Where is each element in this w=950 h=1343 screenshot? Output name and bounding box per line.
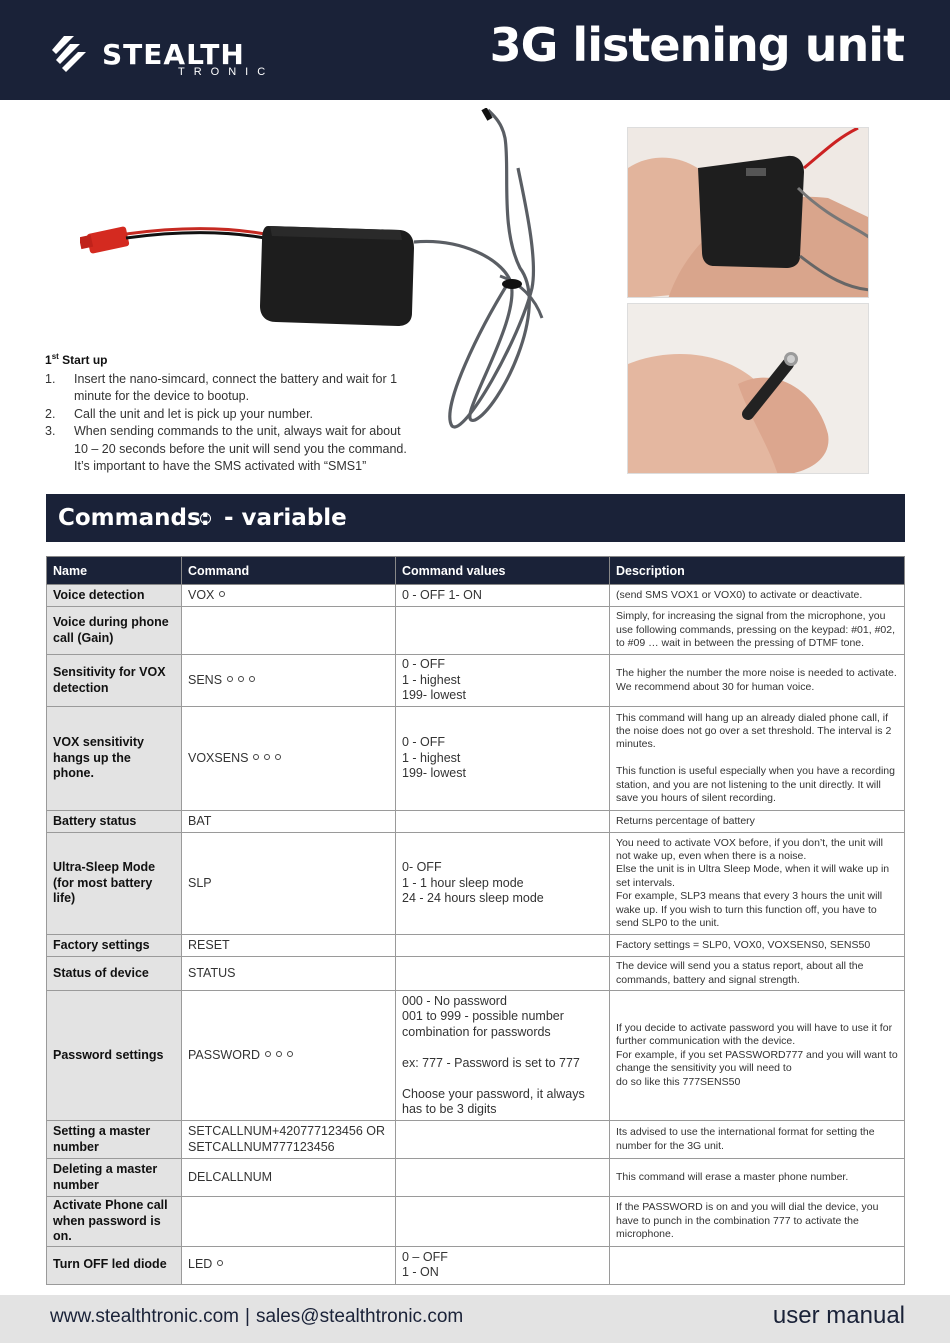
logo-name: STEALTH [102, 38, 245, 71]
row-command-text: DELCALLNUM [188, 1169, 273, 1184]
row-description-text: This command will erase a master phone number. [616, 1170, 849, 1183]
row-description-text: If you decide to activate password you will have to use it for further communication with the device. For example, if you set PASSWORD777 and you will want to change the sensitivity you will need to do so like this 777SENS50 [616, 1021, 898, 1088]
row-command-text: SENS [188, 672, 223, 687]
row-description-text: If the PASSWORD is on and you will dial the device, you have to punch in the combination 777 to activate the microphone. [616, 1201, 879, 1240]
row-description [610, 1246, 905, 1284]
row-command [182, 585, 396, 607]
row-name [47, 1246, 182, 1284]
startup-step [45, 371, 417, 406]
page-header [0, 0, 950, 100]
row-command [182, 1197, 396, 1247]
row-values [396, 655, 610, 707]
row-command [182, 607, 396, 655]
row-description-text: This command will hang up an already dialed phone call, if the noise does not go over a set threshold. The interval is 2 minutes. This function is useful especially when you have a recording station, and you are not listening to the unit directly. It will save you hours of silent recording. [616, 711, 895, 805]
row-command [182, 1121, 396, 1159]
row-command [182, 707, 396, 811]
variable-circle-icon [217, 1260, 223, 1266]
header-command-values: Command values [396, 557, 610, 585]
variable-circle-icon [219, 591, 225, 597]
row-values [396, 957, 610, 991]
row-name-text: Deleting a master number [53, 1162, 158, 1192]
table-row [47, 935, 905, 957]
variable-circle-icon [276, 1051, 282, 1057]
row-description-text: Factory settings = SLP0, VOX0, VOXSENS0, SENS50 [616, 938, 871, 951]
row-description [610, 707, 905, 811]
row-description-text: Simply, for increasing the signal from the microphone, you use following commands, pressing on the keypad: #01, #02, to #09 … wait in between the pressing of DTMF tone. [616, 610, 896, 650]
row-values-text: 0 - OFF 1 - highest 199- lowest [402, 657, 466, 703]
row-description-text: (send SMS VOX1 or VOX0) to activate or deactivate. [616, 588, 863, 601]
row-description [610, 1197, 905, 1247]
page-footer [0, 1295, 950, 1343]
row-command [182, 655, 396, 707]
startup-title: 1st Start up [45, 352, 108, 367]
row-values [396, 607, 610, 655]
email-link[interactable]: sales@stealthtronic.com [255, 1306, 464, 1327]
row-command-text: STATUS [188, 965, 236, 980]
row-name [47, 957, 182, 991]
table-row [47, 811, 905, 833]
row-name-text: Sensitivity for VOX detection [53, 665, 166, 695]
row-name [47, 607, 182, 655]
row-values-text: 000 - No password 001 to 999 - possible number combination for passwords ex: 777 - Password is set to 777 Choose your password, it always has to be 3 digits [402, 993, 585, 1116]
table-row [47, 585, 905, 607]
variable-circle-icon [200, 513, 211, 524]
row-name-text: Voice detection [53, 587, 145, 602]
row-description [610, 833, 905, 935]
row-command-text: BAT [188, 813, 212, 828]
photo-device-in-hand [627, 127, 869, 298]
row-description [610, 935, 905, 957]
row-description-text: The device will send you a status report, about all the commands, battery and signal strength. [616, 960, 864, 986]
row-description [610, 957, 905, 991]
step-number: 2. [45, 406, 56, 421]
variable-circle-icon [249, 676, 255, 682]
variable-circle-icon [253, 754, 259, 760]
user-manual-label: user manual [772, 1302, 905, 1329]
row-values [396, 833, 610, 935]
step-text: When sending commands to the unit, always wait for about 10 – 20 seconds before the unit will send you the command. It’s important to have the SMS activated with “SMS1” [74, 424, 407, 473]
stealthtronic-logo [52, 34, 275, 82]
step-number: 3. [45, 424, 56, 438]
footer-contact [50, 1306, 463, 1328]
website-link[interactable]: www.stealthtronic.com [50, 1306, 240, 1327]
row-command [182, 991, 396, 1121]
row-description-text: The higher the number the more noise is needed to activate. We recommend about 30 for human voice. [616, 667, 897, 693]
row-description-text: Its advised to use the international format for setting the number for the 3G unit. [616, 1126, 875, 1152]
step-text: Call the unit and let is pick up your number. [74, 406, 314, 421]
step-text: Insert the nano-simcard, connect the battery and wait for 1 minute for the device to bootup. [74, 371, 398, 403]
header-command: Command [182, 557, 396, 585]
row-values-text: 0 – OFF 1 - ON [402, 1249, 448, 1279]
variable-circle-icon [287, 1051, 293, 1057]
row-description [610, 1159, 905, 1197]
row-command [182, 833, 396, 935]
row-values [396, 991, 610, 1121]
row-name [47, 811, 182, 833]
row-values [396, 707, 610, 811]
row-name [47, 585, 182, 607]
row-values-text: 0 - OFF 1- ON [402, 587, 482, 602]
table-row [47, 957, 905, 991]
row-values [396, 1159, 610, 1197]
table-row [47, 655, 905, 707]
row-name-text: Ultra-Sleep Mode (for most battery life) [53, 860, 156, 906]
commands-table [46, 556, 905, 1285]
row-command-text: SETCALLNUM+420777123456 OR SETCALLNUM777123456 [188, 1124, 385, 1154]
row-name-text: VOX sensitivity hangs up the phone. [53, 735, 145, 781]
row-name-text: Status of device [53, 965, 149, 980]
row-command [182, 1246, 396, 1284]
row-name-text: Password settings [53, 1047, 164, 1062]
row-values [396, 935, 610, 957]
variable-label: - variable [224, 505, 347, 531]
table-row [47, 1246, 905, 1284]
row-name-text: Turn OFF led diode [53, 1257, 167, 1272]
commands-heading-band [46, 494, 905, 542]
row-description [610, 1121, 905, 1159]
table-row [47, 1197, 905, 1247]
row-name [47, 991, 182, 1121]
startup-step [45, 406, 417, 424]
row-description-text: You need to activate VOX before, if you don’t, the unit will not wake up, even when there is a noise. Else the unit is in Ultra Sleep Mode, when it will wake up in set intervals. For example, SLP3 means that every 3 hours the unit will wake up. If you wish to turn this function off, you have to send SLP0 to the unit. [616, 836, 890, 930]
footer-separator: | [245, 1306, 250, 1327]
logo-subtitle: TRONIC [178, 66, 275, 78]
row-name-text: Battery status [53, 813, 137, 828]
row-values [396, 585, 610, 607]
stealth-stripes-icon [52, 34, 88, 74]
row-description [610, 991, 905, 1121]
variable-circle-icon [227, 676, 233, 682]
page-title: 3G listening unit [489, 18, 904, 72]
row-values [396, 1197, 610, 1247]
row-name-text: Activate Phone call when password is on. [53, 1198, 168, 1243]
row-command-text: LED [188, 1257, 213, 1272]
startup-steps [45, 371, 417, 476]
table-row [47, 833, 905, 935]
startup-instructions [45, 352, 417, 476]
table-row [47, 1159, 905, 1197]
table-row [47, 991, 905, 1121]
variable-circle-icon [264, 754, 270, 760]
row-name-text: Voice during phone call (Gain) [53, 615, 169, 645]
row-name [47, 707, 182, 811]
table-row [47, 1121, 905, 1159]
startup-step [45, 423, 417, 476]
row-values-text: 0- OFF 1 - 1 hour sleep mode 24 - 24 hours sleep mode [402, 860, 544, 906]
row-description-text: Returns percentage of battery [616, 814, 755, 827]
variable-circle-icon [275, 754, 281, 760]
row-command [182, 1159, 396, 1197]
row-name [47, 1121, 182, 1159]
variable-circle-icon [238, 676, 244, 682]
step-number: 1. [45, 371, 56, 386]
row-name [47, 1197, 182, 1247]
row-description [610, 811, 905, 833]
commands-heading: Commands: [58, 505, 210, 531]
table-header-row [47, 557, 905, 585]
row-description [610, 585, 905, 607]
row-name [47, 1159, 182, 1197]
header-name: Name [47, 557, 182, 585]
row-command-text: PASSWORD [188, 1047, 260, 1062]
row-description [610, 607, 905, 655]
row-command-text: SLP [188, 875, 212, 890]
row-command [182, 935, 396, 957]
header-description: Description [610, 557, 905, 585]
row-name [47, 935, 182, 957]
row-description [610, 655, 905, 707]
row-name-text: Factory settings [53, 937, 150, 952]
row-name-text: Setting a master number [53, 1124, 151, 1154]
row-command [182, 811, 396, 833]
row-command-text: VOXSENS [188, 750, 249, 765]
photo-microphone-tip [627, 303, 869, 474]
table-row [47, 607, 905, 655]
row-command-text: RESET [188, 937, 230, 952]
row-name [47, 833, 182, 935]
row-command-text: VOX [188, 587, 215, 602]
variable-circle-icon [265, 1051, 271, 1057]
table-row [47, 707, 905, 811]
row-values [396, 1246, 610, 1284]
row-values [396, 1121, 610, 1159]
row-values-text: 0 - OFF 1 - highest 199- lowest [402, 735, 466, 781]
row-name [47, 655, 182, 707]
row-command [182, 957, 396, 991]
row-values [396, 811, 610, 833]
